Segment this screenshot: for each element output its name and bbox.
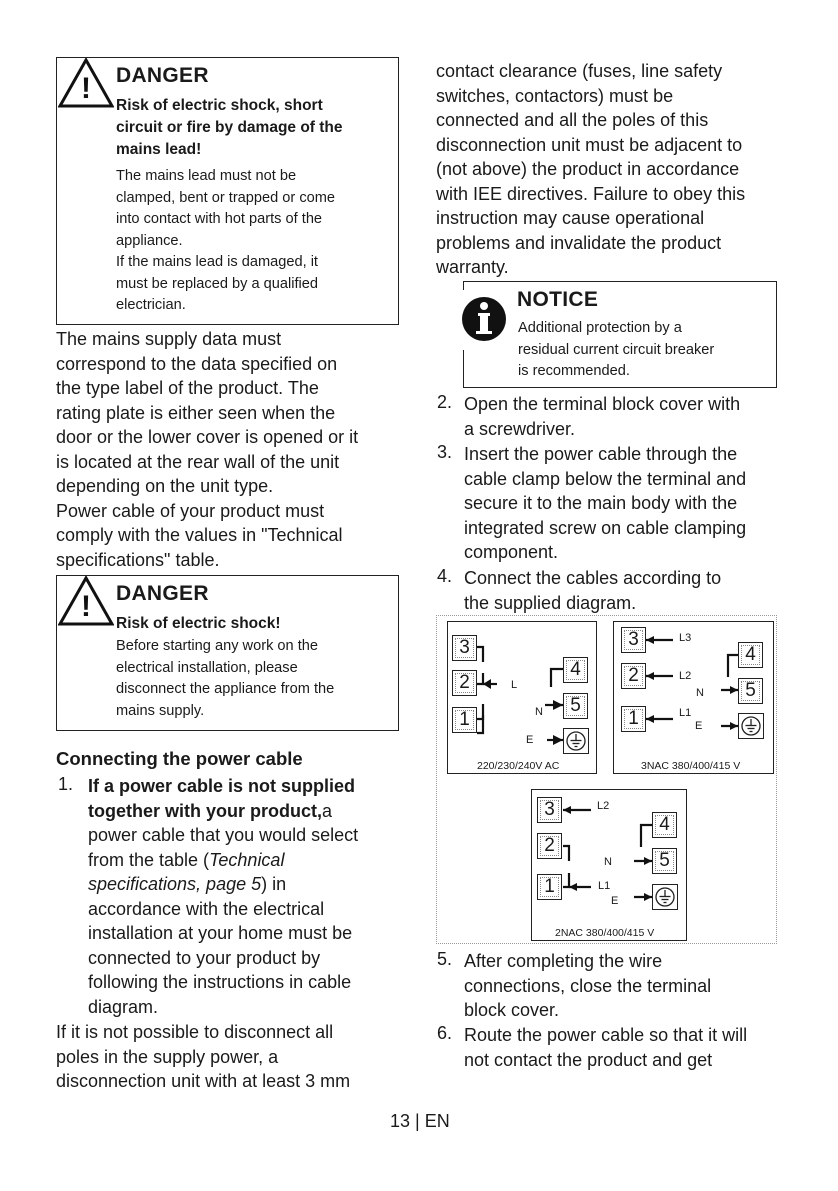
warning-triangle-icon bbox=[58, 576, 114, 626]
wire-label: L3 bbox=[679, 632, 692, 644]
wire-label: L1 bbox=[679, 707, 692, 719]
danger-subtitle: Risk of electric shock! bbox=[116, 615, 281, 632]
danger-title: DANGER bbox=[116, 64, 209, 87]
terminal-3: 3 bbox=[452, 635, 477, 661]
danger-subtitle: Risk of electric shock, short circuit or fire by damage of the mains lead! bbox=[116, 97, 343, 158]
terminal-5: 5 bbox=[563, 693, 588, 719]
terminal-5: 5 bbox=[652, 848, 677, 874]
wire-label: L2 bbox=[679, 670, 692, 682]
jumper-wires bbox=[447, 621, 597, 774]
list-number: 2. bbox=[437, 392, 453, 412]
terminal-1: 1 bbox=[537, 874, 562, 900]
terminal-4: 4 bbox=[652, 812, 677, 838]
terminal-2: 2 bbox=[537, 833, 562, 859]
page-number: 13 | EN bbox=[390, 1111, 450, 1131]
notice-body: Additional protection by a residual current circuit breaker is recommended. bbox=[518, 320, 715, 379]
terminal-5: 5 bbox=[738, 678, 763, 704]
wire-label: L bbox=[511, 679, 518, 691]
mains-supply-paragraph: The mains supply data must correspond to the data specified on the type label of the product. The rating plate is either seen when the door or the lower cover is opened or it is located at the rear wall of the unit depending on the unit type. Power cable of your product must comply with the values in "Technical specifications" table. bbox=[56, 329, 359, 570]
jumper-wires bbox=[613, 621, 774, 774]
wire-label: N bbox=[604, 856, 612, 868]
svg-text:!: ! bbox=[81, 590, 91, 623]
list-number: 6. bbox=[437, 1023, 453, 1043]
list-item-2: Open the terminal block cover with a screwdriver. bbox=[464, 394, 741, 439]
diagram-caption: 220/230/240V AC bbox=[477, 760, 560, 772]
terminal-2: 2 bbox=[452, 670, 477, 696]
contact-clearance-paragraph: contact clearance (fuses, line safety switches, contactors) must be connected and all the poles of this disconnection unit must be adjacent to (not above) the product in accordance with IEE directives. Failure to obey this instruction may cause operational problems and invalidate the product warranty. bbox=[436, 61, 746, 277]
danger-body: Before starting any work on the electrical installation, please disconnect the appliance from the mains supply. bbox=[116, 638, 335, 719]
disconnection-paragraph: If it is not possible to disconnect all poles in the supply power, a disconnection unit with at least 3 mm bbox=[56, 1022, 351, 1091]
wire-label: N bbox=[535, 706, 543, 718]
terminal-1: 1 bbox=[621, 706, 646, 732]
info-icon bbox=[460, 290, 512, 350]
danger-body: The mains lead must not be clamped, bent or trapped or come into contact with hot parts of the appliance. If the mains lead is damaged, it must be replaced by a qualified electrician. bbox=[116, 168, 336, 313]
terminal-4: 4 bbox=[738, 642, 763, 668]
wire-label: E bbox=[611, 895, 619, 907]
terminal-4: 4 bbox=[563, 657, 588, 683]
section-heading: Connecting the power cable bbox=[56, 748, 303, 769]
list-item-3: Insert the power cable through the cable clamp below the terminal and secure it to the main body with the integrated screw on cable clamping component. bbox=[464, 444, 747, 562]
notice-title: NOTICE bbox=[517, 288, 599, 311]
svg-text:!: ! bbox=[81, 72, 91, 105]
wire-label: L2 bbox=[597, 800, 610, 812]
wire-label: N bbox=[696, 687, 704, 699]
wire-label: E bbox=[695, 720, 703, 732]
list-number: 5. bbox=[437, 949, 453, 969]
wire-label: E bbox=[526, 734, 534, 746]
list-number: 4. bbox=[437, 566, 453, 586]
wire-label: L1 bbox=[598, 880, 611, 892]
terminal-3: 3 bbox=[537, 797, 562, 823]
list-item-5: After completing the wire connections, close the terminal block cover. bbox=[464, 951, 712, 1020]
diagram-caption: 3NAC 380/400/415 V bbox=[641, 760, 741, 772]
list-number: 3. bbox=[437, 442, 453, 462]
danger-title: DANGER bbox=[116, 582, 209, 605]
list-item-6: Route the power cable so that it will not contact the product and get bbox=[464, 1025, 748, 1070]
list-item-1: If a power cable is not supplied together with your product,a power cable that you would select from the table (Technical specifications, page 5) in accordance with the electrical installation at your home must be connected to your product by following the instructions in cable diagram. bbox=[88, 776, 359, 1017]
diagram-caption: 2NAC 380/400/415 V bbox=[555, 927, 655, 939]
terminal-2: 2 bbox=[621, 663, 646, 689]
list-number: 1. bbox=[58, 774, 74, 794]
list-item-4: Connect the cables according to the supplied diagram. bbox=[464, 568, 722, 613]
terminal-1: 1 bbox=[452, 707, 477, 733]
terminal-3: 3 bbox=[621, 627, 646, 653]
warning-triangle-icon bbox=[58, 58, 114, 108]
